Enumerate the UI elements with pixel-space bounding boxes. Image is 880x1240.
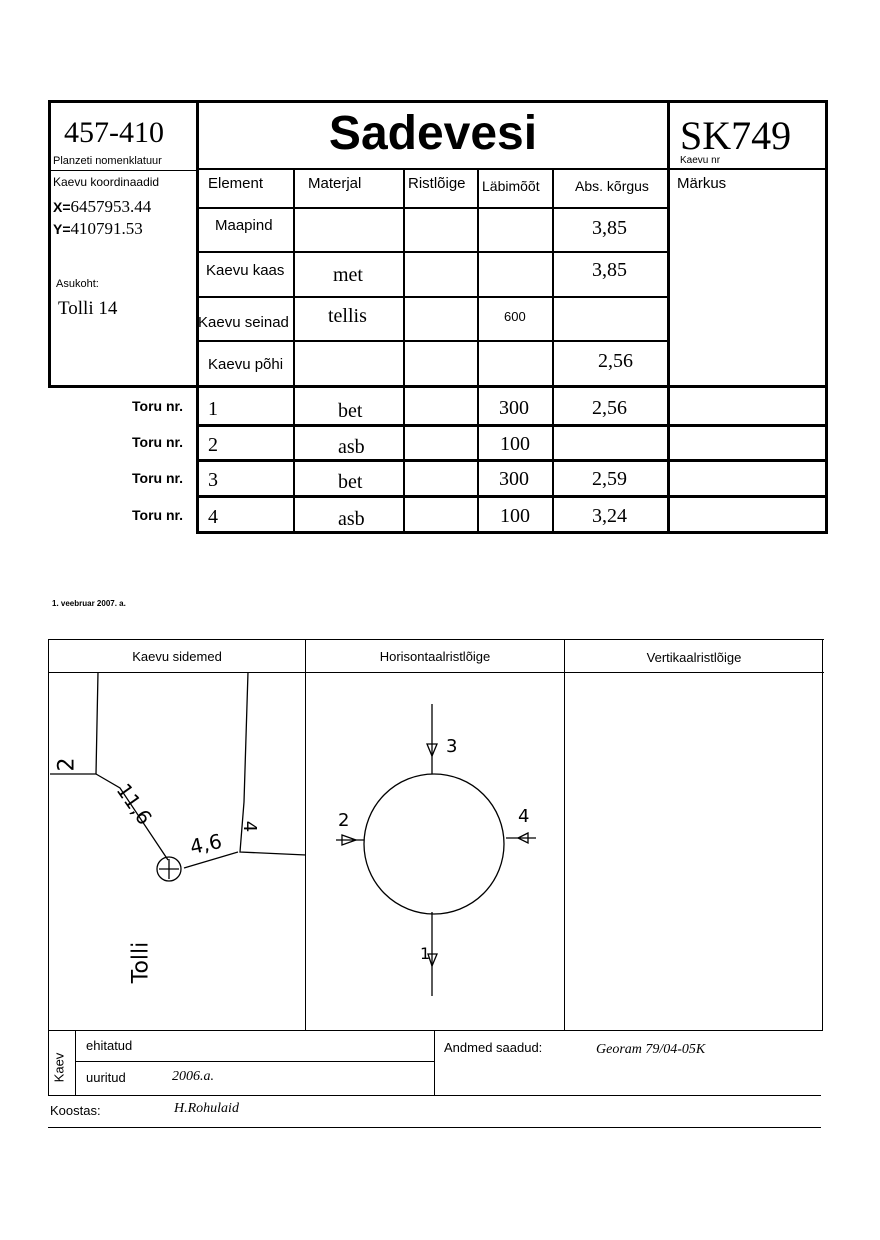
- x-label: X=: [53, 199, 71, 215]
- pipe-number: 4: [208, 506, 218, 528]
- well-number: SK749: [680, 113, 792, 158]
- author-value: H.Rohulaid: [174, 1101, 239, 1116]
- arrow-label-1: 1: [420, 944, 431, 963]
- connections-sketch: [48, 672, 306, 1030]
- document-date: 1. veebruar 2007. a.: [52, 599, 126, 608]
- sketch-label-4-6: 4,6: [187, 828, 224, 860]
- location-label: Asukoht:: [56, 278, 99, 290]
- nomenclature-label: Planzeti nomenklatuur: [53, 155, 162, 167]
- source-label: Andmed saadud:: [444, 1040, 543, 1055]
- pipe-abs-height: 3,24: [592, 505, 627, 527]
- pipe-label: Toru nr.: [132, 398, 184, 414]
- well-number-label: Kaevu nr: [680, 155, 721, 166]
- pipe-label: Toru nr.: [132, 470, 184, 486]
- x-value: 6457953.44: [70, 197, 152, 216]
- sketch-header-connections: Kaevu sidemed: [132, 649, 222, 664]
- pipe-number: 1: [208, 398, 218, 420]
- sketch-label-2: 2: [54, 757, 80, 772]
- abs-height-cell: 3,85: [592, 217, 627, 239]
- col-header-diameter: Läbimõõt: [482, 178, 540, 194]
- pipe-abs-height: 2,56: [592, 397, 627, 419]
- col-header-cross-section: Ristlõige: [408, 175, 466, 192]
- sketch-header-vertical: Vertikaalristlõige: [646, 650, 742, 665]
- material-cell: met: [333, 264, 363, 286]
- source-value: Georam 79/04-05K: [596, 1042, 706, 1057]
- col-header-element: Element: [208, 175, 264, 192]
- street-name-label: Tolli: [128, 941, 154, 984]
- pipe-label: Toru nr.: [132, 434, 184, 450]
- arrow-label-3: 3: [446, 736, 458, 757]
- pipe-number: 3: [208, 469, 218, 491]
- col-header-material: Materjal: [308, 175, 362, 192]
- pipe-diameter: 300: [499, 468, 529, 490]
- abs-height-cell: 3,85: [592, 259, 627, 281]
- y-coordinate: [53, 219, 143, 239]
- horizontal-section-sketch: [306, 672, 564, 1030]
- arrow-label-4: 4: [518, 806, 530, 827]
- page-title: Sadevesi: [328, 107, 538, 160]
- pipe-diameter: 100: [500, 433, 530, 455]
- surveyed-label: uuritud: [86, 1070, 126, 1085]
- y-label: Y=: [53, 221, 71, 237]
- sketch-header-horizontal: Horisontaalristlõige: [379, 649, 491, 664]
- pipe-material: asb: [338, 436, 365, 458]
- author-label: Koostas:: [50, 1103, 101, 1118]
- pipe-abs-height: 2,59: [592, 468, 627, 490]
- col-header-remarks: Märkus: [677, 175, 727, 192]
- element-cell: Kaevu põhi: [208, 356, 284, 373]
- pipe-number: 2: [208, 434, 218, 456]
- coords-label: Kaevu koordinaadid: [53, 175, 160, 189]
- element-cell: Kaevu seinad: [198, 314, 289, 331]
- material-cell: tellis: [328, 305, 367, 327]
- footer-side-label: Kaev: [51, 1052, 67, 1083]
- pipe-label: Toru nr.: [132, 507, 184, 523]
- pipe-material: bet: [338, 471, 363, 493]
- pipe-material: asb: [338, 508, 365, 530]
- diameter-cell: 600: [504, 309, 526, 324]
- surveyed-value: 2006.a.: [172, 1069, 214, 1084]
- pipe-diameter: 300: [499, 397, 529, 419]
- sketch-label-4: 4: [239, 820, 261, 833]
- element-cell: Maapind: [215, 217, 273, 234]
- pipe-diameter: 100: [500, 505, 530, 527]
- y-value: 410791.53: [70, 219, 143, 238]
- built-label: ehitatud: [86, 1038, 133, 1053]
- sketch-label-11-6: 11,6: [111, 778, 157, 830]
- pipe-material: bet: [338, 400, 363, 422]
- col-header-abs-height: Abs. kõrgus: [575, 178, 649, 194]
- arrow-label-2: 2: [338, 810, 350, 831]
- nomenclature-value: 457-410: [64, 116, 164, 149]
- location-value: Tolli 14: [58, 298, 118, 319]
- abs-height-cell: 2,56: [598, 350, 633, 372]
- element-cell: Kaevu kaas: [206, 262, 285, 279]
- x-coordinate: [53, 197, 151, 217]
